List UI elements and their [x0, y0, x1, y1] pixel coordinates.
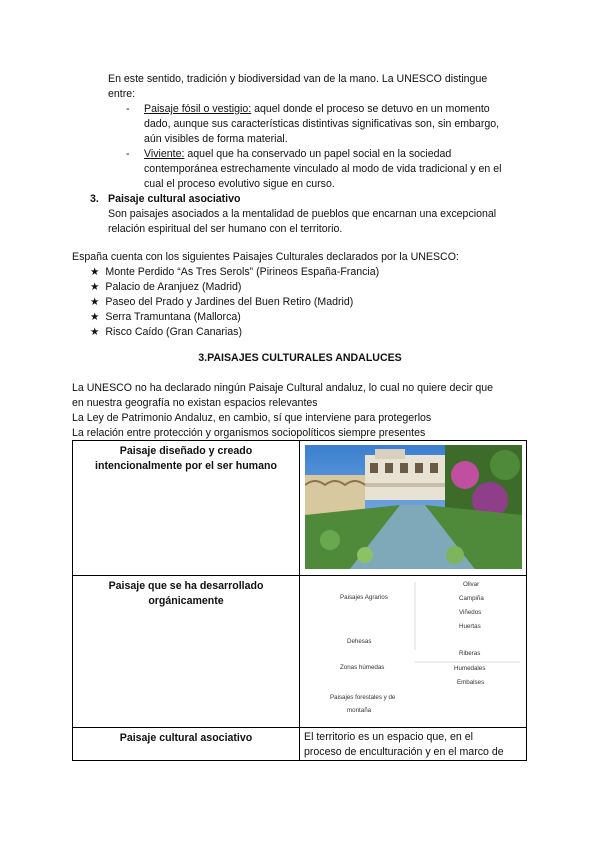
mindmap-riberas: Riberas [459, 650, 481, 657]
table-cell [300, 576, 527, 728]
fosil-text-1: aquel donde el proceso se detuvo en un momento [251, 103, 490, 115]
section3-title: Paisaje cultural asociativo [108, 193, 241, 205]
star-icon: ★ [90, 326, 100, 338]
viviente-text-1: aquel que ha conservado un papel social en la sociedad [184, 148, 452, 160]
table-row [73, 576, 527, 728]
landscape-table [72, 440, 527, 761]
viviente-term: Viviente: [144, 148, 185, 160]
list-item [90, 265, 379, 280]
star-icon: ★ [90, 266, 100, 278]
list-item-text: Paseo del Prado y Jardines del Buen Retiro (Madrid) [105, 296, 354, 308]
table-cell [300, 728, 527, 761]
mindmap-huertas: Huertas [459, 623, 481, 630]
fosil-term: Paisaje fósil o vestigio: [144, 103, 252, 115]
table-cell [73, 441, 300, 576]
mindmap-agrarios: Paisajes Agrarios [340, 594, 388, 601]
section3-line-2: relación espiritual del ser humano con el territorio. [108, 223, 343, 235]
star-icon: ★ [90, 296, 100, 308]
mindmap-forestales-2: montaña [347, 707, 372, 714]
row2-label: Paisaje que se ha desarrollado orgánicamente [108, 580, 264, 607]
mindmap-vinedos: Viñedos [459, 609, 482, 616]
list-item-text: Monte Perdido “As Tres Serols” (Pirineos España-Francia) [105, 266, 380, 278]
para-line-1: La UNESCO no ha declarado ningún Paisaje Cultural andaluz, lo cual no quiere decir que [72, 382, 494, 394]
table-row [73, 441, 527, 576]
section3-line-1: Son paisajes asociados a la mentalidad de pueblos que encarnan una excepcional [108, 208, 497, 220]
para-line-3: La Ley de Patrimonio Andaluz, en cambio, sí que interviene para protegerlos [72, 412, 432, 424]
list-item-text: Palacio de Aranjuez (Madrid) [105, 281, 242, 293]
list-item [90, 310, 379, 325]
list-item-text: Serra Tramuntana (Mallorca) [105, 311, 241, 323]
spain-intro: España cuenta con los siguientes Paisajes Culturales declarados por la UNESCO: [72, 251, 459, 263]
fosil-line-1 [144, 102, 490, 117]
mindmap-humedales: Humedales [454, 665, 486, 672]
section3-number: 3. [90, 193, 99, 205]
spain-list [90, 265, 379, 340]
intro-line-2: entre: [108, 88, 136, 100]
fosil-line-2: dado, aunque sus características distintivas significativas son, sin embargo, [144, 118, 500, 130]
generalife-garden-photo [305, 445, 522, 569]
mindmap-olivar: Olivar [463, 581, 480, 588]
list-item [90, 280, 379, 295]
viviente-line-2: contemporánea estrechamente vinculado al modo de vida tradicional y en el [144, 163, 502, 175]
row3-label: Paisaje cultural asociativo [119, 732, 253, 744]
table-row [73, 728, 527, 761]
dash-bullet: - [126, 148, 130, 160]
mindmap-forestales-1: Paisajes forestales y de [330, 694, 396, 701]
mindmap-humedas: Zonas húmedas [340, 664, 385, 671]
viviente-line-1 [144, 147, 451, 162]
para-line-2: en nuestra geografía no existan espacios relevantes [72, 397, 318, 409]
list-item [90, 295, 379, 310]
list-item [90, 325, 379, 340]
row3-right-line-1: El territorio es un espacio que, en el [304, 731, 474, 743]
row3-right-text [300, 728, 526, 760]
row1-label: Paisaje diseñado y creado intencionalmente por el ser humano [95, 445, 277, 472]
star-icon: ★ [90, 311, 100, 323]
table-cell [300, 441, 527, 576]
landscape-mindmap [300, 576, 520, 726]
intro-line-1: En este sentido, tradición y biodiversidad van de la mano. La UNESCO distingue [108, 73, 488, 85]
row3-right-line-2: proceso de enculturación y en el marco de [304, 746, 504, 758]
para-line-4: La relación entre protección y organismos sociopolíticos siempre presentes [72, 427, 426, 439]
mindmap-campina: Campiña [459, 595, 484, 602]
mindmap-embalses: Embalses [457, 679, 485, 686]
mindmap-lines [300, 576, 520, 726]
dash-bullet: - [126, 103, 130, 115]
viviente-line-3: cual el proceso evolutivo sigue en curso. [144, 178, 335, 190]
mindmap-dehesas: Dehesas [347, 638, 372, 645]
list-item-text: Risco Caído (Gran Canarias) [105, 326, 242, 338]
section-heading: 3.PAISAJES CULTURALES ANDALUCES [198, 352, 402, 364]
table-cell [73, 728, 300, 761]
fosil-line-3: aún visibles de forma material. [144, 133, 288, 145]
table-cell [73, 576, 300, 728]
star-icon: ★ [90, 281, 100, 293]
